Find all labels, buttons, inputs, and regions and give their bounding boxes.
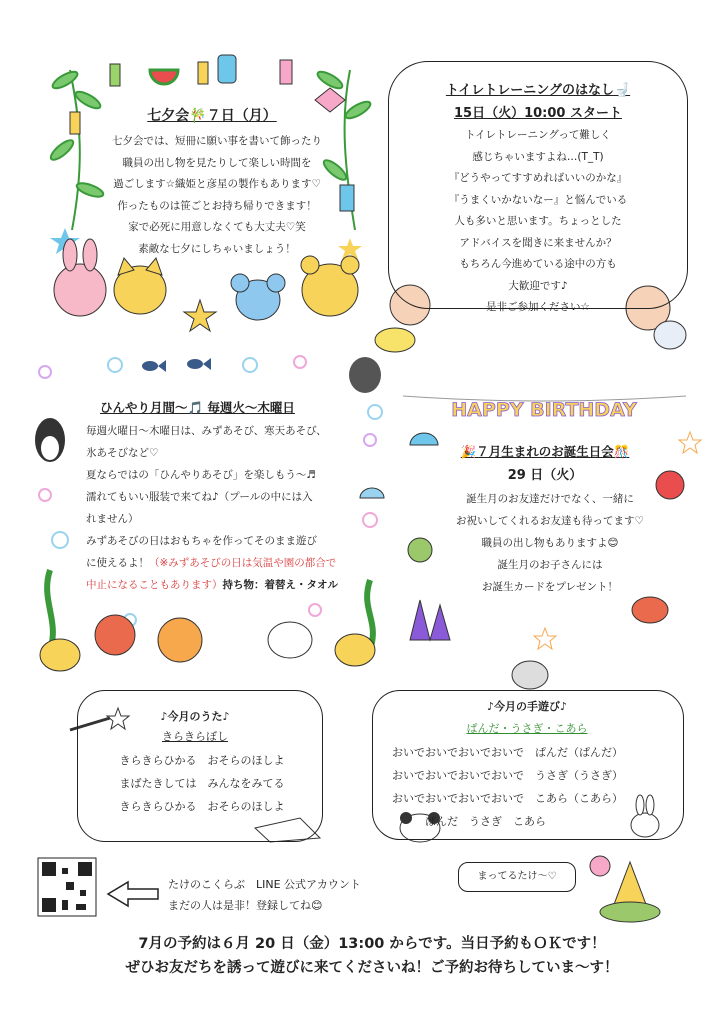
speech-bubble: まってるたけ～♡ [458,862,576,892]
bear-swim-icon [158,618,202,662]
birthday-party-title: 🎉７月生まれのお誕生日会🎊 [460,444,630,459]
tanzaku-icon [110,64,120,86]
text-line: 是非ご参加ください☆ [486,301,590,313]
toilet-training-date: 15日（火）10:00 スタート [454,106,622,121]
hand-play-heading: ♪今月の手遊び♪ [486,700,568,713]
coral-icon [335,634,375,666]
song-name: きらきらぼし [162,730,228,743]
text-line [86,552,356,574]
caution-note: （※みずあそびの日は気温や園の都合で [149,557,337,569]
reservation-line: ぜひお友だちを誘って遊びに来てくださいね！ご予約お待ちしていま～す！ [125,960,619,976]
penguin-icon [35,418,65,462]
watermelon-icon [150,70,178,84]
text-line: 大歓迎です♪ [508,279,568,292]
star-icon [534,628,556,649]
toilet-training-body [399,125,677,319]
hand-play-line: おいでおいでおいでおいで こあら（こあら） [392,792,623,805]
sunfish-icon [349,357,381,393]
toilet-training-section [388,61,688,313]
happy-birthday-banner [403,392,686,422]
text-line: トイレトレーニングって難しく [465,129,611,141]
text-line: アドバイスを聞きに来ませんか？ [459,236,617,249]
belongings-text: 持ち物：着替え・タオル [222,579,338,591]
text-line: 夏ならではの「ひんやりあそび」を楽しもう～♬ [86,469,316,481]
coral-icon [40,639,80,671]
text-line: 過ごします☆織姫と彦星の製作もあります♡ [113,178,321,190]
text-line: 『どうやってすすめればいいのかな』 [448,172,628,184]
text-line: 『うまくいかないなー』と悩んでいる [448,193,628,206]
line-account-line: まだの人は是非！登録してね😊 [168,899,323,912]
text-line: れません） [86,513,139,525]
hiyari-month-body [86,420,356,596]
hand-play-line: ぱんだ うさぎ こあら [392,815,546,828]
text-fragment: に使えるよ！ [86,557,149,569]
toilet-training-title: トイレトレーニングのはなし🚽 [445,83,631,98]
text-line: お祝いしてくれるお友達も待ってます♡ [456,515,644,527]
text-line: 職員の出し物もありますよ😊 [481,537,619,549]
text-line: 職員の出し物を見たりして楽しい時間を [122,156,312,169]
tanzaku-icon [198,62,208,84]
text-line: 誕生月のお友達だけでなく、一緒に [466,493,634,505]
text-line: 誕生月のお子さんには [497,559,603,571]
banner-text: HAPPY BIRTHDAY [451,399,637,421]
birthday-party-date: 29 日（火） [507,468,583,483]
text-line: 濡れてもいい服装で来てね♪（プールの中には入 [86,491,313,503]
hand-play-line: おいでおいでおいでおいで うさぎ（うさぎ） [392,769,623,782]
text-line: 毎週火曜日～木曜日は、みずあそび、寒天あそび、 [86,425,327,437]
text-line: 感じちゃいますよね…(T_T) [472,150,604,163]
reservation-line: 7月の予約は６月 20 日（金）13:00 からです。当日予約もＯＫです！ [138,936,606,952]
octopus-icon [95,615,135,655]
hiyari-month-title: ひんやり月間～🎵 毎週火～木曜日 [100,400,295,415]
line-account-line: たけのこくらぶ LINE 公式アカウント [168,878,361,891]
text-line: もちろん今進めている途中の方も [459,258,617,270]
text-line: 氷あそびなど♡ [86,447,159,459]
tanabata-section [62,95,362,315]
text-line: お誕生カードをプレゼント！ [481,581,619,593]
tanabata-body [82,131,352,260]
star-icon [679,432,701,453]
crab-icon [632,597,668,623]
caution-note: 中止になることもあります） [86,579,223,591]
tanzaku-icon [280,60,292,84]
text-line: みずあそびの日はおもちゃを作ってそのまま遊び [86,535,317,547]
jellyfish-icon [360,488,384,498]
lantern-icon [218,55,236,83]
fish-icon [142,360,166,372]
rabbit-swim-icon [268,622,312,658]
text-line [86,574,356,596]
fish-icon [187,358,211,370]
hand-play-subtitle: ぱんだ・うさぎ・こあら [466,722,588,735]
text-line: 素敵な七夕にしちゃいましょう！ [138,242,296,255]
song-heading: ♪今月のうた♪ [160,710,230,723]
arrow-left-icon [108,882,158,906]
qr-code-icon [38,858,96,916]
fish-party-icon [408,538,432,562]
song-lyric-line: きらきらひかる おそらのほしよ [119,800,285,813]
text-line: 作ったものは笹ごとお持ち帰りできます！ [117,199,317,212]
seaweed-icon [47,570,53,650]
text-line: 人も多いと思います。ちょっとした [454,215,622,227]
koala-icon [512,661,548,689]
line-account-text [168,874,361,916]
text-line: 家で必死に用意しなくても大丈夫♡笑 [128,221,306,233]
song-lyric-line: まばたきしては みんなをみてる [119,777,285,790]
reservation-footer [62,932,682,980]
song-lyric-line: きらきらひかる おそらのほしよ [119,754,285,767]
text-line: 七夕会では、短冊に願い事を書いて飾ったり [112,135,322,147]
tanabata-title: 七夕会🎋７日（月） [147,108,277,124]
hand-play-line: おいでおいでおいでおいで ぱんだ（ぱんだ） [392,746,623,759]
coral-icon [410,600,450,640]
flower-icon [590,856,610,876]
birthday-party-body [430,488,670,598]
